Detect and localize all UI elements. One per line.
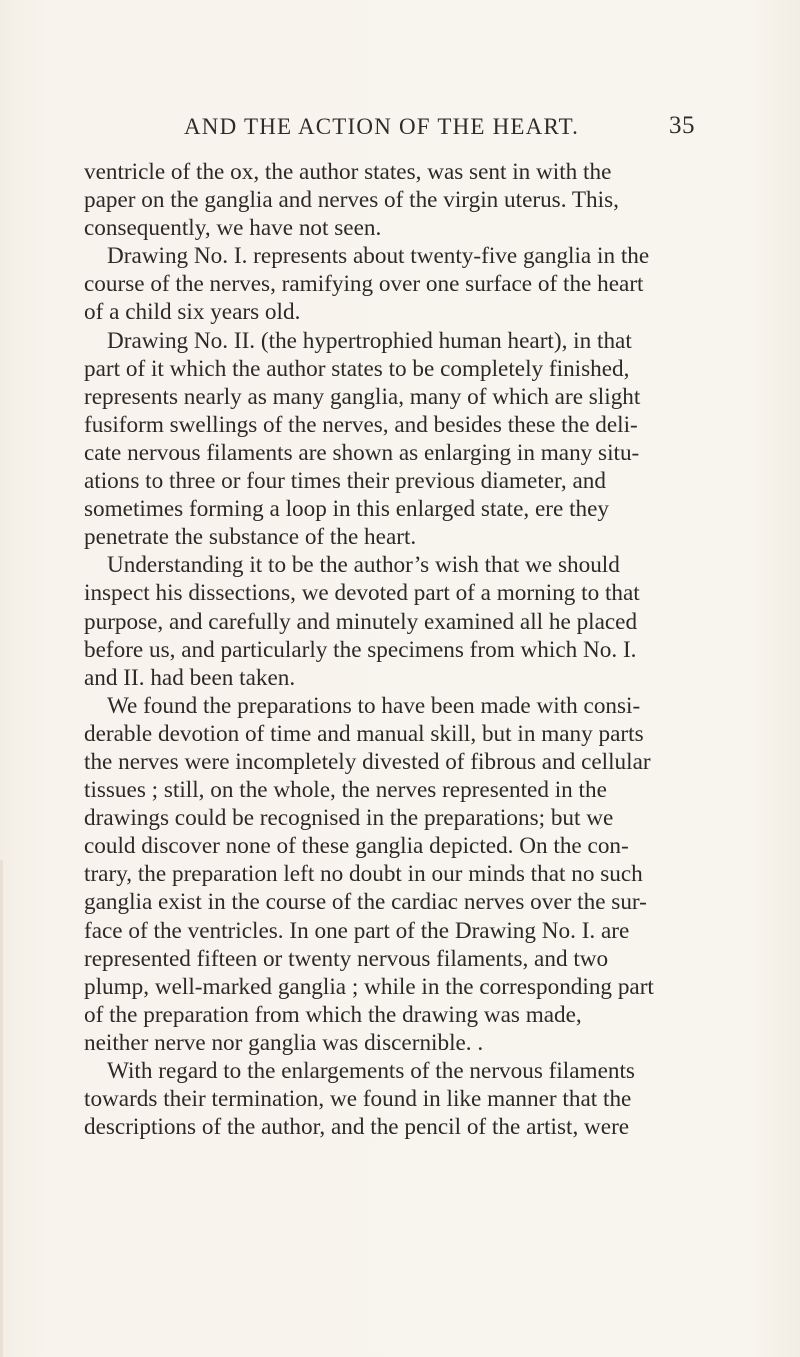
text-line: course of the nerves, ramifying over one surface of the heart — [84, 271, 644, 298]
page-edge-shadow — [0, 860, 3, 1357]
text-line: could discover none of these ganglia depicted. On the con- — [84, 833, 629, 860]
text-line: purpose, and carefully and minutely examined all he placed — [84, 608, 638, 635]
text-line: of the preparation from which the drawing was made, — [84, 1001, 582, 1028]
text-line: penetrate the substance of the heart. — [84, 524, 417, 551]
paragraph-start-line: Understanding it to be the author’s wish that we should — [107, 552, 620, 579]
text-line: trary, the preparation left no doubt in our minds that no such — [84, 861, 643, 888]
text-line: the nerves were incompletely divested of fibrous and cellular — [84, 748, 651, 775]
text-line: drawings could be recognised in the preparations; but we — [84, 805, 614, 832]
text-line: tissues ; still, on the whole, the nerves represented in the — [84, 777, 607, 804]
text-line: before us, and particularly the specimens from which No. I. — [84, 636, 637, 663]
text-line: face of the ventricles. In one part of the Drawing No. I. are — [84, 917, 630, 944]
running-head — [114, 112, 714, 144]
text-line: represents nearly as many ganglia, many of which are slight — [84, 383, 641, 410]
text-line: plump, well-marked ganglia ; while in the corresponding part — [84, 973, 654, 1000]
text-line: descriptions of the author, and the pencil of the artist, were — [84, 1114, 630, 1141]
text-line: and II. had been taken. — [84, 664, 296, 691]
text-line: ganglia exist in the course of the cardiac nerves over the sur- — [84, 889, 647, 916]
text-line: part of it which the author states to be completely finished, — [84, 355, 630, 382]
text-line: fusiform swellings of the nerves, and besides these the deli- — [84, 411, 638, 438]
running-title: AND THE ACTION OF THE HEART. — [184, 114, 580, 139]
page-number: 35 — [669, 112, 695, 139]
body-text — [84, 158, 716, 1141]
text-line: consequently, we have not seen. — [84, 215, 382, 242]
text-line: ventricle of the ox, the author states, was sent in with the — [84, 159, 612, 185]
text-line: ations to three or four times their previous diameter, and — [84, 468, 606, 495]
paragraph-start-line: We found the preparations to have been made with consi- — [107, 692, 641, 719]
text-line: of a child six years old. — [84, 299, 301, 326]
text-line: cate nervous filaments are shown as enlarging in many situ- — [84, 439, 640, 466]
paragraph-start-line: With regard to the enlargements of the nervous filaments — [107, 1058, 635, 1084]
text-line: represented fifteen or twenty nervous filaments, and two — [84, 945, 609, 972]
paragraph-start-line: Drawing No. I. represents about twenty-five ganglia in the — [107, 243, 650, 270]
text-line: towards their termination, we found in like manner that the — [84, 1086, 632, 1113]
text-line: inspect his dissections, we devoted part of a morning to that — [84, 580, 640, 607]
text-line: neither nerve nor ganglia was discernible. . — [84, 1029, 484, 1056]
text-line: derable devotion of time and manual skill, but in many parts — [84, 720, 644, 747]
text-line: sometimes forming a loop in this enlarged state, ere they — [84, 496, 610, 523]
text-line: paper on the ganglia and nerves of the virgin uterus. This, — [84, 187, 619, 214]
paragraph-start-line: Drawing No. II. (the hypertrophied human heart), in that — [107, 327, 632, 354]
